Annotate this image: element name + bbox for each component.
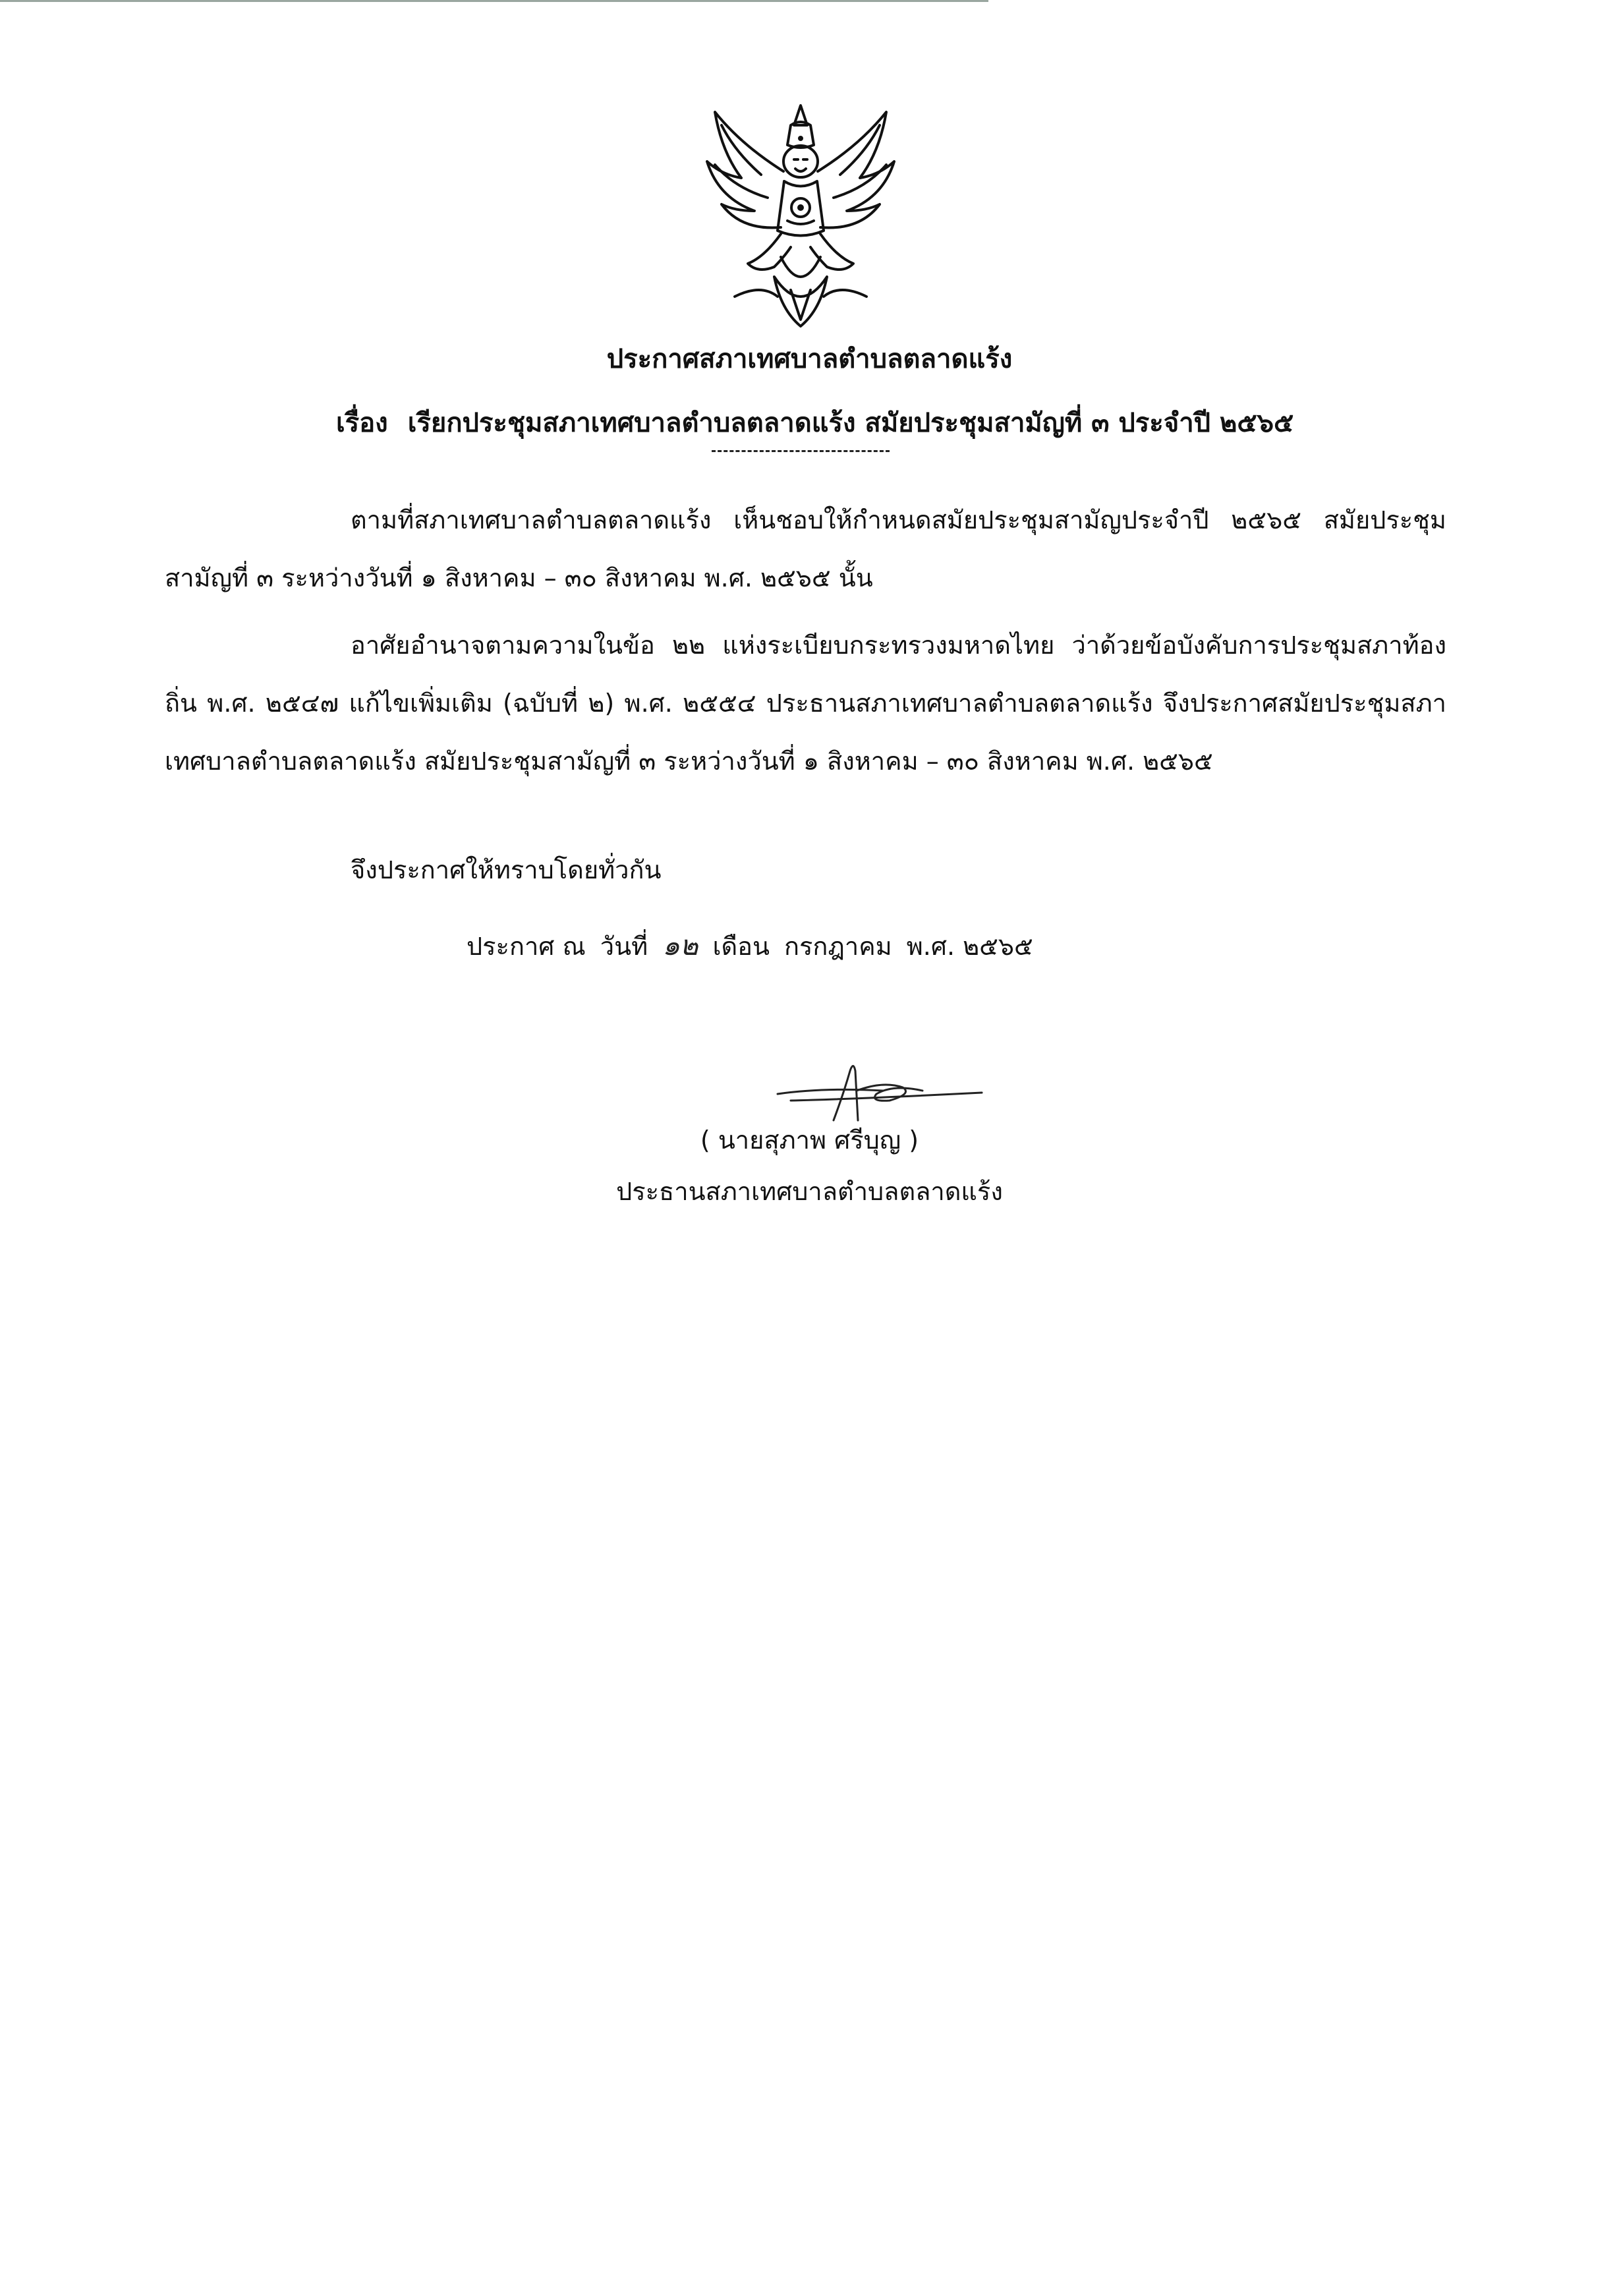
- date-year: พ.ศ. ๒๕๖๕: [906, 932, 1033, 961]
- garuda-emblem-icon: [695, 99, 906, 343]
- closing-statement: จึงประกาศให้ทราบโดยทั่วกัน: [351, 855, 662, 884]
- announcement-title: ประกาศสภาเทศบาลตำบลตลาดแร้ง: [606, 344, 1013, 374]
- scan-top-border: [0, 0, 988, 2]
- announcement-date: [467, 926, 1048, 966]
- date-day: ๑๒: [662, 929, 698, 961]
- signer-name: ( นายสุภาพ ศรีบุญ ): [700, 1126, 919, 1155]
- paragraph-2: อาศัยอำนาจตามความในข้อ ๒๒ แห่งระเบียบกระทรวงมหาดไทย ว่าด้วยข้อบังคับการประชุมสภาท้องถิ่น พ.ศ. ๒๕๔๗ แก้ไขเพิ่มเติม (ฉบับที่ ๒) พ.ศ. ๒๕๕๔ ประธานสภาเทศบาลตำบลตลาดแร้ง จึงประกาศสมัยประชุมสภาเทศบาลตำบลตลาดแร้ง สมัยประชุมสามัญที่ ๓ ระหว่างวันที่ ๑ สิงหาคม – ๓๐ สิงหาคม พ.ศ. ๒๕๖๕: [165, 631, 1446, 776]
- date-month-label: เดือน: [712, 932, 770, 961]
- signer-position: ประธานสภาเทศบาลตำบลตลาดแร้ง: [616, 1177, 1003, 1206]
- paragraph-1: ตามที่สภาเทศบาลตำบลตลาดแร้ง เห็นชอบให้กำหนดสมัยประชุมสามัญประจำปี ๒๕๖๕ สมัยประชุมสามัญที่ ๓ ระหว่างวันที่ ๑ สิงหาคม – ๓๐ สิงหาคม พ.ศ. ๒๕๖๕ นั้น: [165, 505, 1446, 592]
- title-separator: [712, 450, 890, 452]
- date-day-label: วันที่: [600, 932, 648, 961]
- date-prefix: ประกาศ ณ: [467, 932, 586, 961]
- subject-line: [336, 403, 1293, 443]
- subject-text: เรียกประชุมสภาเทศบาลตำบลตลาดแร้ง สมัยประชุมสามัญที่ ๓ ประจำปี ๒๕๖๕: [407, 408, 1294, 438]
- subject-label: เรื่อง: [336, 408, 388, 438]
- date-month: กรกฎาคม: [783, 932, 892, 961]
